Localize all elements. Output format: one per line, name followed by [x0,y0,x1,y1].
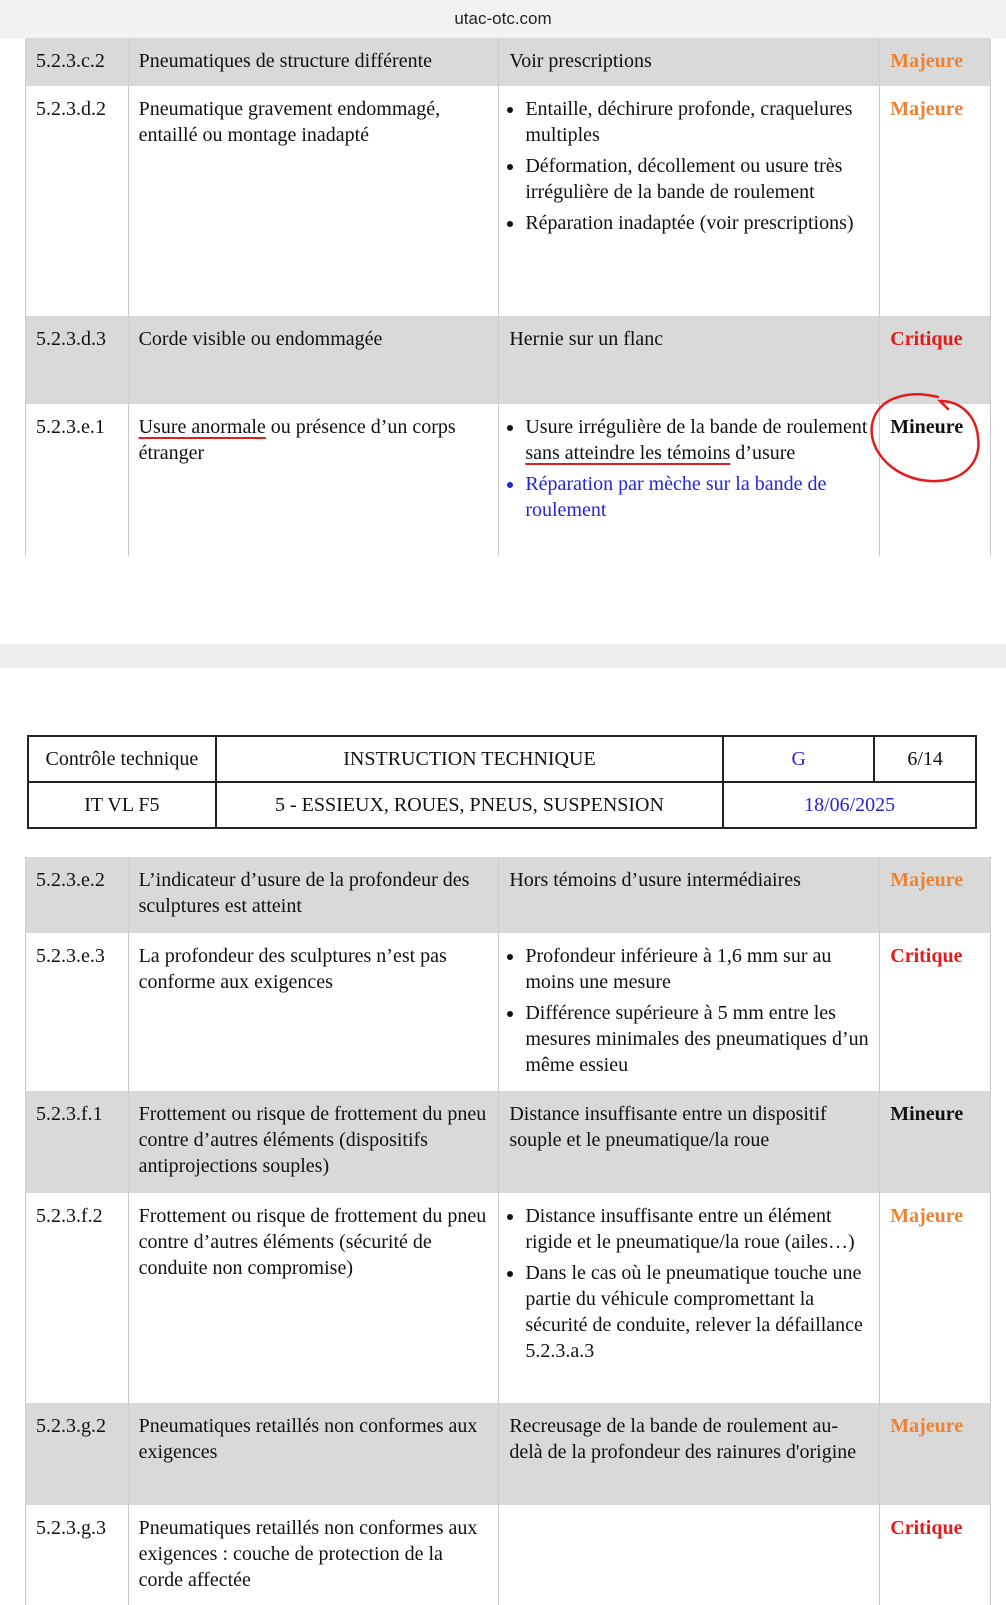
defect-description: Corde visible ou endommagée [128,316,499,404]
defect-description: Pneumatiques retaillés non conformes aux exigences [128,1403,499,1505]
defect-description: La profondeur des sculptures n’est pas conforme aux exigences [128,933,499,1091]
address-bar[interactable] [0,0,1006,38]
header-date: 18/06/2025 [723,782,976,828]
table-row [26,404,991,556]
severity-label: Critique [880,1505,991,1605]
table-row [26,933,991,1091]
table-row [26,857,991,933]
defect-description: Pneumatique gravement endommagé, entaillé ou montage inadapté [128,86,499,316]
table-row [26,38,991,86]
defect-description: L’indicateur d’usure de la profondeur des sculptures est atteint [128,857,499,933]
detail-item: • Distance insuffisante entre un élément rigide et le pneumatique/la roue (ailes…) [525,1203,869,1255]
defect-code: 5.2.3.c.2 [26,38,129,86]
table-row [26,1091,991,1193]
underlined-text: sans atteindre les témoins [525,442,731,464]
defects-table-bottom [25,857,991,1605]
defect-description: Pneumatiques de structure différente [128,38,499,86]
defect-code: 5.2.3.e.3 [26,933,129,1091]
detail-item: • Entaille, déchirure profonde, craquelures multiples [525,96,869,148]
detail-item: • Réparation inadaptée (voir prescriptions) [525,210,869,236]
severity-label: Mineure [880,1091,991,1193]
defect-code: 5.2.3.d.3 [26,316,129,404]
defect-code: 5.2.3.e.1 [26,404,129,556]
defect-code: 5.2.3.f.1 [26,1091,129,1193]
defect-code: 5.2.3.f.2 [26,1193,129,1403]
defect-code: 5.2.3.d.2 [26,86,129,316]
page-separator [0,644,1006,668]
table-row [26,1505,991,1605]
defect-description: Pneumatiques retaillés non conformes aux exigences : couche de protection de la corde affectée [128,1505,499,1605]
header-version: G [723,736,874,782]
detail-item-blue: • Réparation par mèche sur la bande de roulement [525,471,869,523]
defect-details: Voir prescriptions [499,38,880,86]
header-page: 6/14 [874,736,976,782]
defect-details [499,86,880,316]
url-text: utac-otc.com [454,9,552,28]
detail-item: • Profondeur inférieure à 1,6 mm sur au moins une mesure [525,943,869,995]
defect-details [499,933,880,1091]
defect-code: 5.2.3.g.3 [26,1505,129,1605]
header-control: Contrôle technique [28,736,216,782]
defect-details: Recreusage de la bande de roulement au-delà de la profondeur des rainures d'origine [499,1403,880,1505]
defect-details [499,1505,880,1605]
severity-label: Majeure [880,1193,991,1403]
header-section: 5 - ESSIEUX, ROUES, PNEUS, SUSPENSION [216,782,724,828]
severity-label: Critique [880,933,991,1091]
severity-label: Majeure [880,1403,991,1505]
document-header [27,735,977,829]
severity-label: Critique [880,316,991,404]
detail-item: • Dans le cas où le pneumatique touche une partie du véhicule compromettant la sécurité de conduite, relever la défaillance 5.2.3.a.3 [525,1260,869,1364]
table-row [26,1193,991,1403]
defect-description: Frottement ou risque de frottement du pneu contre d’autres éléments (dispositifs antiprojections souples) [128,1091,499,1193]
detail-item: • Déformation, décollement ou usure très irrégulière de la bande de roulement [525,153,869,205]
defect-description: Usure anormale ou présence d’un corps étranger [128,404,499,556]
defect-code: 5.2.3.g.2 [26,1403,129,1505]
defect-description: Frottement ou risque de frottement du pneu contre d’autres éléments (sécurité de conduite non compromise) [128,1193,499,1403]
defect-details: Hors témoins d’usure intermédiaires [499,857,880,933]
table-row [26,1403,991,1505]
table-row [26,316,991,404]
defect-details: Hernie sur un flanc [499,316,880,404]
table-row [26,86,991,316]
severity-label: Majeure [880,857,991,933]
detail-item: • Usure irrégulière de la bande de roulement sans atteindre les témoins d’usure [525,414,869,466]
defect-details [499,404,880,556]
header-ref: IT VL F5 [28,782,216,828]
defect-details [499,1193,880,1403]
defect-details: Distance insuffisante entre un dispositif souple et le pneumatique/la roue [499,1091,880,1193]
underlined-text: Usure anormale [138,416,266,438]
severity-label: Majeure [880,38,991,86]
defect-code: 5.2.3.e.2 [26,857,129,933]
header-instruction: INSTRUCTION TECHNIQUE [216,736,724,782]
detail-item: • Différence supérieure à 5 mm entre les mesures minimales des pneumatiques d’un même essieu [525,1000,869,1078]
defects-table-top [25,38,991,556]
severity-label: Majeure [880,86,991,316]
severity-label: Mineure [880,404,991,556]
